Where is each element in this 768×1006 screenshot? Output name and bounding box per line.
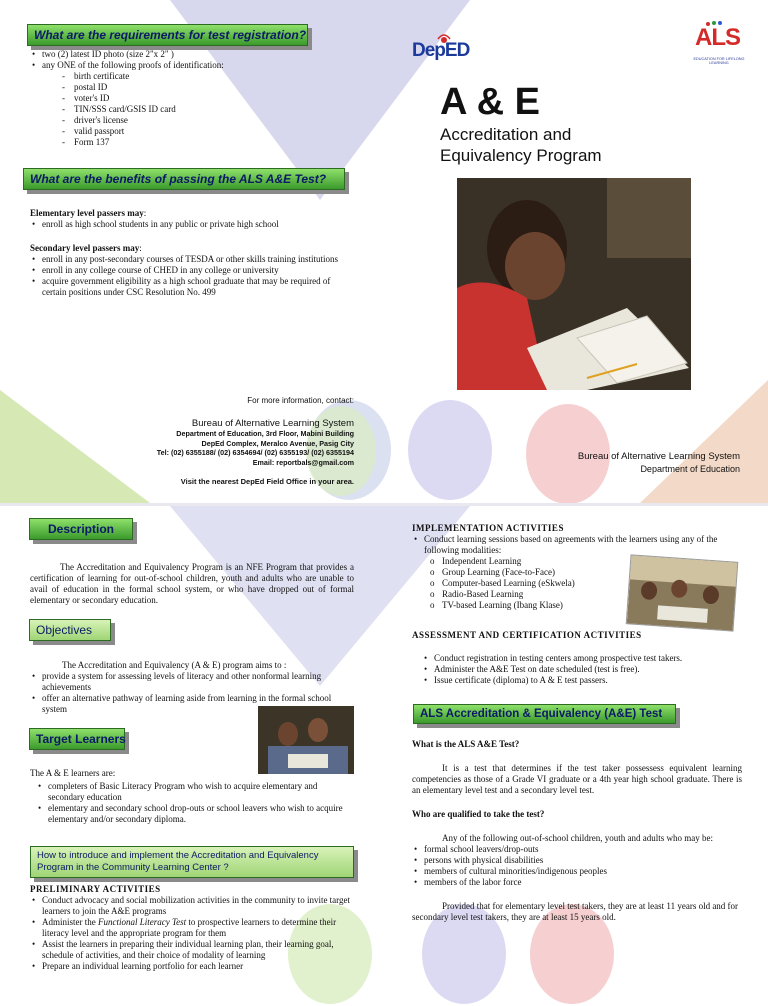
list-item: • Conduct advocacy and social mobilization activities in the community to invite target learners to join the A&E programs [30,895,356,917]
list-item: • Issue certificate (diploma) to A & E test passers. [422,675,742,686]
target-learners-heading: Target Learners [29,728,125,750]
list-item: • members of cultural minorities/indigenous peoples [412,866,742,877]
contact-address-line: Department of Education, 3rd Floor, Mabini Building [176,429,354,438]
item-text: to prospective learners to determine their literacy level and the appropriate program for them [42,917,337,938]
ae-test-question: What is the ALS A&E Test? [412,739,520,749]
ae-age-requirement: Provided that for elementary level test takers, they are at least 11 years old and for secondary level test takers, they are at least 15 years old. [412,901,739,922]
ae-qualified-intro: Any of the following out-of-school children, youth and adults who may be: [442,833,713,843]
description-body: The Accreditation and Equivalency Program is an NFE Program that provides a certification of learning for out-of-school children, youth and adults who are unable to avail of education in the formal school system, or who have dropped out of formal elementary or secondary education. [30,562,354,605]
list-item: • two (2) latest ID photo (size 2"x 2" ) [30,49,320,60]
list-item: - TIN/SSS card/GSIS ID card [30,104,320,115]
photo-group-learning-illustration [627,555,739,631]
objectives-heading: Objectives [29,619,111,641]
cover-subtitle [440,124,602,166]
list-item: • persons with physical disabilities [412,855,742,866]
id-proof-list [30,71,320,148]
list-item: o Independent Learning [412,556,742,567]
als-logo [692,20,746,66]
secondary-passers-title: Secondary level passers may [30,243,140,253]
contact-email[interactable]: Email: reportbals@gmail.com [252,457,354,467]
list-item: • Assist the learners in preparing their individual learning plan, their learning goal, schedule of activities, and their choice of modality of learning [30,939,356,961]
item-text: Administer the [42,917,98,927]
cover-photo-illustration [457,178,691,390]
ae-test-content [412,739,742,923]
target-learners-photo [258,706,354,774]
list-item: • acquire government eligibility as a high school graduate that may be required of certain positions under CSC Resolution No. 499 [30,276,340,298]
list-item [30,917,356,939]
target-learners-content [30,768,356,825]
list-item: • enroll in any post-secondary courses of TESDA or other skills training institutions [30,254,340,265]
list-item: • enroll in any college course of CHED in any college or university [30,265,340,276]
assessment-activities [412,630,742,686]
list-item: - postal ID [30,82,320,93]
list-item: - birth certificate [30,71,320,82]
list-item: o Group Learning (Face-to-Face) [412,567,742,578]
target-learners-intro: The A & E learners are: [30,768,116,778]
preliminary-activities [30,884,356,972]
list-item: o TV-based Learning (Ibang Klase) [412,600,742,611]
list-item: • provide a system for assessing levels of literacy and other nonformal learning achievements [30,671,356,693]
contact-address-line: DepEd Complex, Meralco Avenue, Pasig City [201,438,354,448]
description-heading: Description [29,518,133,540]
contact-details [100,429,354,467]
ae-test-answer: It is a test that determines if the test taker possessess equivalent learning competencies as those of a Grade VI graduate or a 4th year high school graduate. There is an elementary level test and a secondary level test. [412,763,742,795]
preliminary-heading: PRELIMINARY ACTIVITIES [30,884,161,894]
cover-subtitle-line: Accreditation and [440,125,572,144]
contact-phone: Tel: (02) 6355188/ (02) 6354694/ (02) 6355193/ (02) 6355194 [156,448,354,457]
deped-logo-text: DepED [412,40,470,61]
ae-qualified-question: Who are qualified to take the test? [412,809,545,819]
cover-footer-org: Bureau of Alternative Learning System [577,451,740,462]
elementary-passers-title: Elementary level passers may [30,208,144,218]
cover-photo-boy-reading [457,178,691,390]
requirements-list [30,49,320,148]
list-item: o Computer-based Learning (eSkwela) [412,578,742,589]
functional-literacy-test-term: Functional Literacy Test [98,917,187,927]
cover-subtitle-line: Equivalency Program [440,146,602,165]
list-item: • formal school leavers/drop-outs [412,844,742,855]
list-item: • enroll as high school students in any public or private high school [30,219,340,230]
list-item: • Conduct learning sessions based on agreements with the learners using any of the following modalities: [412,534,742,556]
list-item: - Form 137 [30,137,320,148]
ae-test-heading: ALS Accreditation & Equivalency (A&E) Test [413,704,676,724]
implementation-heading: IMPLEMENTATION ACTIVITIES [412,523,564,533]
list-item: • elementary and secondary school drop-outs or school leavers who wish to acquire elementary and/or secondary diploma. [36,803,356,825]
list-item: o Radio-Based Learning [412,589,742,600]
how-to-heading: How to introduce and implement the Accreditation and Equivalency Program in the Community Learning Center ? [30,846,354,878]
requirements-heading: What are the requirements for test registration? [27,24,308,46]
list-item: • any ONE of the following proofs of identification: [30,60,320,71]
list-item: • Prepare an individual learning portfolio for each learner [30,961,356,972]
cover-title: A & E [440,81,540,123]
list-item: - voter's ID [30,93,320,104]
list-item: • completers of Basic Literacy Program who wish to acquire elementary and secondary education [36,781,356,803]
brochure-inside-page [0,506,768,1006]
cover-footer-dept: Department of Education [640,464,740,474]
benefits-heading: What are the benefits of passing the ALS A&E Test? [23,168,345,190]
list-item: - driver's license [30,115,320,126]
list-item: • Conduct registration in testing centers among prospective test takers. [422,653,742,664]
als-logo-text: ALS [695,24,740,51]
list-item: • members of the labor force [412,877,742,888]
objectives-intro: The Accreditation and Equivalency (A & E) program aims to : [62,660,287,670]
list-item: - valid passport [30,126,320,137]
benefits-content: Elementary level passers may: • enroll as high school students in any public or private high school Secondary level passers may: • enroll in any post-secondary courses of TESDA or other skills training institutions • enroll in any college course of CHED in any college or university • acquire government eligibility as a high school graduate that may be required of certain positions under CSC Resolution No. 499 [30,208,340,298]
contact-visit-note: Visit the nearest DepEd Field Office in your area. [180,477,354,486]
contact-intro: For more information, contact: [247,396,354,405]
contact-org: Bureau of Alternative Learning System [191,418,354,429]
assessment-heading: ASSESSMENT AND CERTIFICATION ACTIVITIES [412,630,642,640]
decorative-circle [408,400,492,500]
implementation-photo [626,554,739,631]
deped-logo [410,30,480,70]
als-logo-tagline: EDUCATION FOR LIFELONG LEARNING [693,57,745,65]
photo-learners-illustration [258,706,354,774]
list-item: • offer an alternative pathway of learning aside from learning in the formal school system [30,693,356,715]
list-item: • Administer the A&E Test on date scheduled (test is free). [422,664,742,675]
